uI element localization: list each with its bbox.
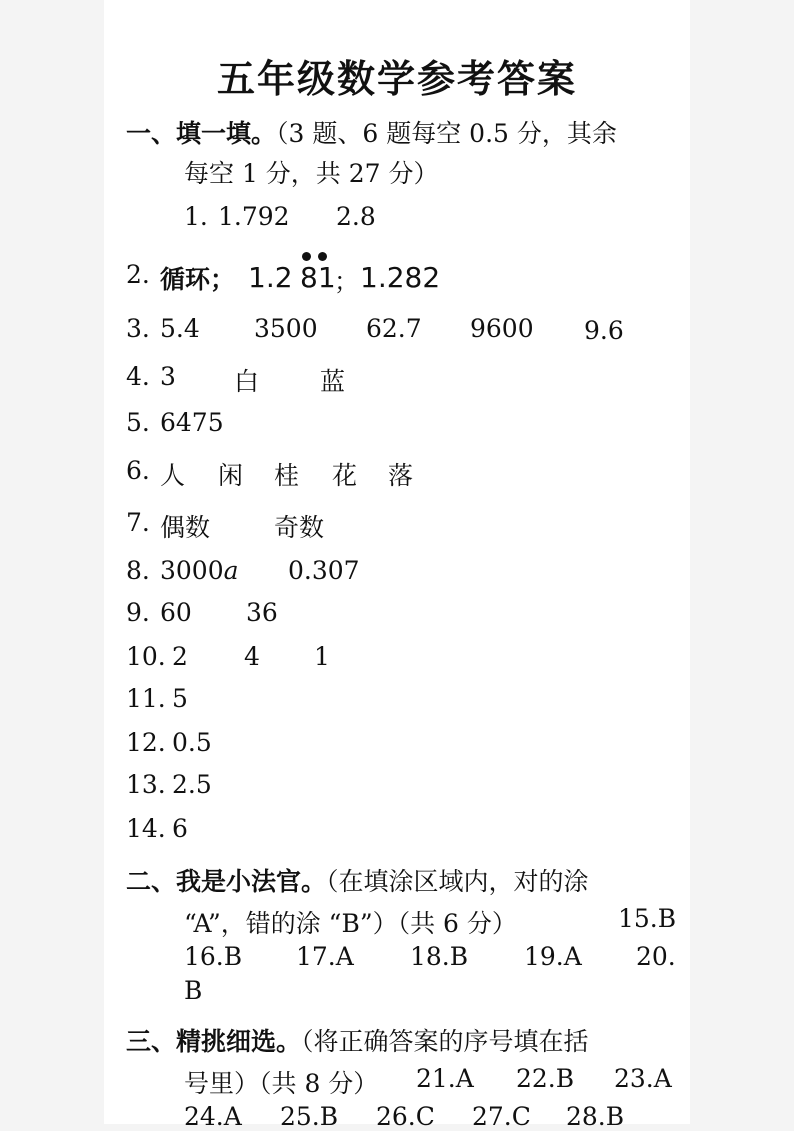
q1-number: 1. (184, 202, 208, 231)
q3-answer: 62.7 (366, 314, 422, 343)
q15-answer: 15.B (618, 904, 677, 933)
q25-answer: 25.B (280, 1102, 339, 1131)
q3-answer: 9.6 (584, 316, 624, 345)
q6-number: 6. (126, 456, 150, 485)
q7-answer: 奇数 (274, 513, 325, 542)
q2-answer-2-repeat: 81 (300, 261, 336, 294)
section2-note-line2: “A”，错的涂 “B”）（共 6 分） (184, 909, 517, 938)
q14-answer: 6 (172, 814, 188, 843)
q28-answer: 28.B (566, 1102, 625, 1131)
q4-number: 4. (126, 362, 150, 391)
q5-number: 5. (126, 408, 150, 437)
q3-answer: 5.4 (160, 314, 200, 343)
q3-answer: 3500 (254, 314, 318, 343)
q8-answer-1-number: 3000 (160, 556, 224, 585)
q3-number: 3. (126, 314, 150, 343)
q22-answer: 22.B (516, 1064, 575, 1093)
q13-number: 13. (126, 770, 166, 799)
repeating-dot-mark (302, 252, 311, 261)
q2-answer-1: 循环； (160, 265, 236, 294)
q13-answer: 2.5 (172, 770, 212, 799)
q8-answer-2: 0.307 (288, 556, 360, 585)
q4-answer: 3 (160, 362, 176, 391)
q8-answer-1 (160, 556, 239, 585)
q6-answer: 桂 (274, 461, 300, 490)
q3-answer: 9600 (470, 314, 534, 343)
q2-answer-3: 1.282 (360, 261, 441, 294)
q5-answer: 6475 (160, 408, 224, 437)
q2-answer-2-lead: 1.2 (248, 261, 293, 294)
section1-note-line2: 每空 1 分，共 27 分） (184, 159, 439, 188)
q10-answer: 1 (314, 642, 330, 671)
page-title: 五年级数学参考答案 (216, 57, 577, 101)
q12-number: 12. (126, 728, 166, 757)
q6-answer: 落 (388, 461, 414, 490)
q10-number: 10. (126, 642, 166, 671)
q9-answer: 60 (160, 598, 192, 627)
q14-number: 14. (126, 814, 166, 843)
q1-answer-2: 2.8 (336, 202, 376, 231)
q6-answer: 花 (332, 461, 358, 490)
q4-answer: 白 (234, 367, 260, 396)
section1-heading: 一、填一填。 (126, 119, 277, 148)
q11-number: 11. (126, 684, 166, 713)
q6-answer: 闲 (218, 461, 244, 490)
section1-header (126, 114, 617, 150)
q7-number: 7. (126, 508, 150, 537)
q23-answer: 23.A (614, 1064, 672, 1093)
q16-answer: 16.B (184, 942, 243, 971)
q7-answer: 偶数 (160, 513, 211, 542)
section2-note-line1: （在填涂区域内，对的涂 (326, 867, 589, 896)
q19-answer: 19.A (524, 942, 582, 971)
q10-answer: 2 (172, 642, 188, 671)
q9-number: 9. (126, 598, 150, 627)
q4-answer: 蓝 (320, 367, 346, 396)
repeating-dot-mark (318, 252, 327, 261)
q2-separator: ； (334, 267, 360, 296)
section2-header (126, 862, 589, 898)
section3-note-line2: 号里）（共 8 分） (184, 1069, 379, 1098)
q20-answer: B (184, 976, 203, 1005)
q17-answer: 17.A (296, 942, 354, 971)
q27-answer: 27.C (472, 1102, 531, 1131)
q21-answer: 21.A (416, 1064, 474, 1093)
q10-answer: 4 (244, 642, 260, 671)
section2-heading: 二、我是小法官。 (126, 867, 327, 896)
q8-answer-1-variable: a (223, 556, 239, 585)
q1-answer-1: 1.792 (218, 202, 290, 231)
q11-answer: 5 (172, 684, 188, 713)
section3-note-line1: （将正确答案的序号填在括 (301, 1027, 589, 1056)
q6-answer: 人 (160, 461, 186, 490)
section1-note-line1: （3 题、6 题每空 0.5 分，其余 (276, 119, 617, 148)
section3-heading: 三、精挑细选。 (126, 1027, 302, 1056)
q20-number: 20. (636, 942, 676, 971)
q2-number: 2. (126, 260, 150, 289)
section3-header (126, 1022, 589, 1058)
q12-answer: 0.5 (172, 728, 212, 757)
q26-answer: 26.C (376, 1102, 435, 1131)
q8-number: 8. (126, 556, 150, 585)
q18-answer: 18.B (410, 942, 469, 971)
q24-answer: 24.A (184, 1102, 242, 1131)
answer-sheet-page (104, 0, 690, 1131)
q9-answer: 36 (246, 598, 278, 627)
